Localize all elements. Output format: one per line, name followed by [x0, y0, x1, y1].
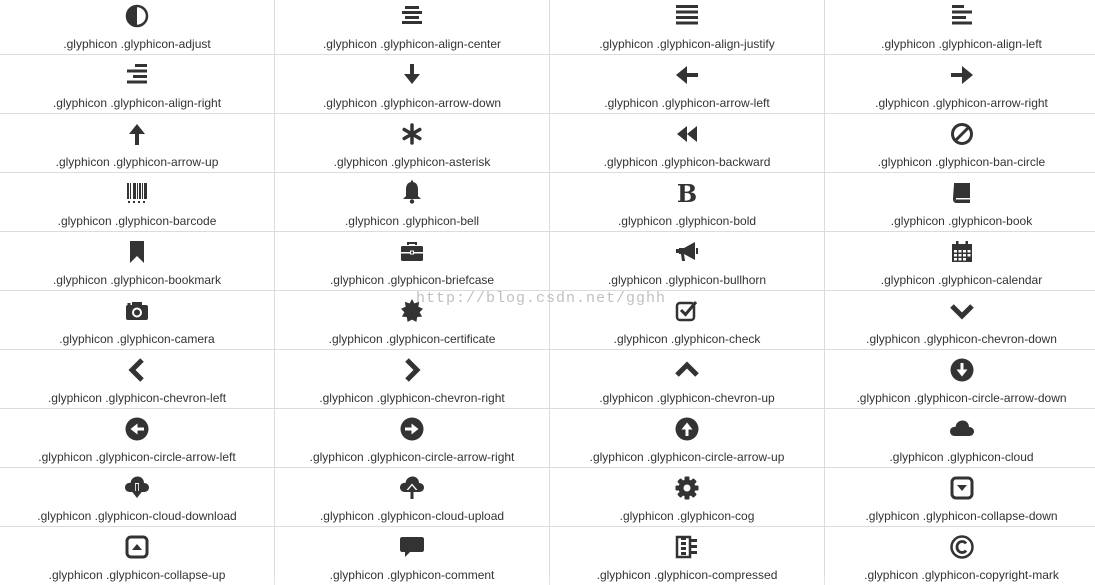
glyph-label: .glyphicon .glyphicon-arrow-left [604, 96, 770, 110]
glyph-cell [275, 409, 549, 467]
bold-icon [673, 179, 701, 207]
collapse-down-icon [948, 474, 976, 502]
glyph-cell [275, 527, 549, 585]
check-icon [673, 297, 701, 325]
glyph-label: .glyphicon .glyphicon-circle-arrow-left [38, 450, 236, 464]
chevron-down-icon [948, 297, 976, 325]
arrow-down-icon [398, 61, 426, 89]
glyph-label: .glyphicon .glyphicon-asterisk [333, 155, 491, 169]
align-right-icon [123, 61, 151, 89]
ban-circle-icon [948, 120, 976, 148]
backward-icon [673, 120, 701, 148]
glyph-label: .glyphicon .glyphicon-align-right [52, 96, 222, 110]
glyph-label: .glyphicon .glyphicon-bell [344, 214, 480, 228]
glyph-cell [825, 55, 1095, 113]
compressed-icon [673, 533, 701, 561]
glyph-label: .glyphicon .glyphicon-chevron-right [319, 391, 505, 405]
arrow-right-icon [948, 61, 976, 89]
cloud-icon [948, 415, 976, 443]
glyph-label: .glyphicon .glyphicon-align-justify [599, 37, 775, 51]
glyph-cell [0, 0, 274, 54]
glyph-cell [0, 409, 274, 467]
glyph-cell [550, 114, 824, 172]
adjust-icon [123, 2, 151, 30]
glyph-cell [550, 232, 824, 290]
calendar-icon [948, 238, 976, 266]
chevron-right-icon [398, 356, 426, 384]
glyph-cell [0, 468, 274, 526]
bookmark-icon [123, 238, 151, 266]
glyph-cell [825, 0, 1095, 54]
glyph-label: .glyphicon .glyphicon-comment [329, 568, 495, 582]
copyright-mark-icon [948, 533, 976, 561]
glyph-label: .glyphicon .glyphicon-chevron-left [47, 391, 227, 405]
glyph-label: .glyphicon .glyphicon-backward [603, 155, 771, 169]
glyph-cell [550, 350, 824, 408]
glyph-label: .glyphicon .glyphicon-certificate [328, 332, 496, 346]
glyph-label: .glyphicon .glyphicon-check [613, 332, 761, 346]
cloud-download-icon [123, 474, 151, 502]
glyph-label: .glyphicon .glyphicon-circle-arrow-down [856, 391, 1067, 405]
glyph-label: .glyphicon .glyphicon-align-center [322, 37, 502, 51]
glyph-cell [550, 55, 824, 113]
arrow-left-icon [673, 61, 701, 89]
glyph-label: .glyphicon .glyphicon-copyright-mark [864, 568, 1059, 582]
glyph-cell [825, 232, 1095, 290]
glyph-label: .glyphicon .glyphicon-collapse-down [865, 509, 1058, 523]
comment-icon [398, 533, 426, 561]
glyph-label: .glyphicon .glyphicon-ban-circle [877, 155, 1046, 169]
cloud-upload-icon [398, 474, 426, 502]
glyph-cell [0, 350, 274, 408]
glyph-cell [275, 468, 549, 526]
camera-icon [123, 297, 151, 325]
glyph-label: .glyphicon .glyphicon-compressed [596, 568, 778, 582]
circle-arrow-up-icon [673, 415, 701, 443]
glyph-label: .glyphicon .glyphicon-bookmark [52, 273, 222, 287]
glyph-cell [275, 173, 549, 231]
glyph-label: .glyphicon .glyphicon-arrow-down [322, 96, 502, 110]
circle-arrow-down-icon [948, 356, 976, 384]
glyph-label: .glyphicon .glyphicon-cog [619, 509, 755, 523]
glyph-label: .glyphicon .glyphicon-collapse-up [48, 568, 226, 582]
glyph-cell [550, 291, 824, 349]
asterisk-icon [398, 120, 426, 148]
glyph-cell [0, 173, 274, 231]
glyph-cell [825, 173, 1095, 231]
glyph-cell [0, 291, 274, 349]
glyph-cell [825, 350, 1095, 408]
glyph-label: .glyphicon .glyphicon-arrow-right [875, 96, 1048, 110]
chevron-up-icon [673, 356, 701, 384]
glyph-label: .glyphicon .glyphicon-bullhorn [607, 273, 767, 287]
glyph-cell [275, 114, 549, 172]
watermark: http://blog.csdn.net/gghh [416, 290, 667, 307]
glyph-label: .glyphicon .glyphicon-barcode [57, 214, 217, 228]
glyph-label: .glyphicon .glyphicon-book [890, 214, 1033, 228]
glyph-cell [0, 527, 274, 585]
glyph-cell [825, 114, 1095, 172]
glyph-label: .glyphicon .glyphicon-briefcase [329, 273, 495, 287]
glyph-label: .glyphicon .glyphicon-arrow-up [55, 155, 219, 169]
glyph-label: .glyphicon .glyphicon-cloud-upload [319, 509, 505, 523]
glyph-cell [550, 0, 824, 54]
glyph-cell [0, 114, 274, 172]
bullhorn-icon [673, 238, 701, 266]
circle-arrow-left-icon [123, 415, 151, 443]
glyph-label: .glyphicon .glyphicon-adjust [63, 37, 211, 51]
glyph-cell [825, 409, 1095, 467]
cog-icon [673, 474, 701, 502]
glyph-label: .glyphicon .glyphicon-bold [617, 214, 757, 228]
align-center-icon [398, 2, 426, 30]
glyph-cell [275, 291, 549, 349]
glyph-label: .glyphicon .glyphicon-circle-arrow-up [589, 450, 785, 464]
arrow-up-icon [123, 120, 151, 148]
glyph-label: .glyphicon .glyphicon-cloud [889, 450, 1034, 464]
collapse-up-icon [123, 533, 151, 561]
glyph-cell [275, 232, 549, 290]
bell-icon [398, 179, 426, 207]
glyph-cell [550, 468, 824, 526]
align-justify-icon [673, 2, 701, 30]
glyph-cell [275, 350, 549, 408]
glyph-label: .glyphicon .glyphicon-chevron-down [866, 332, 1057, 346]
glyph-cell [0, 232, 274, 290]
glyph-label: .glyphicon .glyphicon-camera [59, 332, 215, 346]
glyph-cell [0, 55, 274, 113]
glyph-label: .glyphicon .glyphicon-calendar [880, 273, 1043, 287]
align-left-icon [948, 2, 976, 30]
glyph-cell [825, 291, 1095, 349]
glyph-cell [550, 527, 824, 585]
barcode-icon [123, 179, 151, 207]
glyph-label: .glyphicon .glyphicon-circle-arrow-right [309, 450, 515, 464]
briefcase-icon [398, 238, 426, 266]
book-icon [948, 179, 976, 207]
glyph-cell [825, 468, 1095, 526]
circle-arrow-right-icon [398, 415, 426, 443]
glyph-cell [550, 409, 824, 467]
glyph-cell [275, 0, 549, 54]
glyph-cell [275, 55, 549, 113]
glyph-label: .glyphicon .glyphicon-align-left [881, 37, 1042, 51]
svg-text:B: B [676, 179, 698, 207]
glyph-label: .glyphicon .glyphicon-chevron-up [599, 391, 775, 405]
certificate-icon [398, 297, 426, 325]
chevron-left-icon [123, 356, 151, 384]
glyph-cell [825, 527, 1095, 585]
glyph-label: .glyphicon .glyphicon-cloud-download [37, 509, 237, 523]
glyph-cell [550, 173, 824, 231]
